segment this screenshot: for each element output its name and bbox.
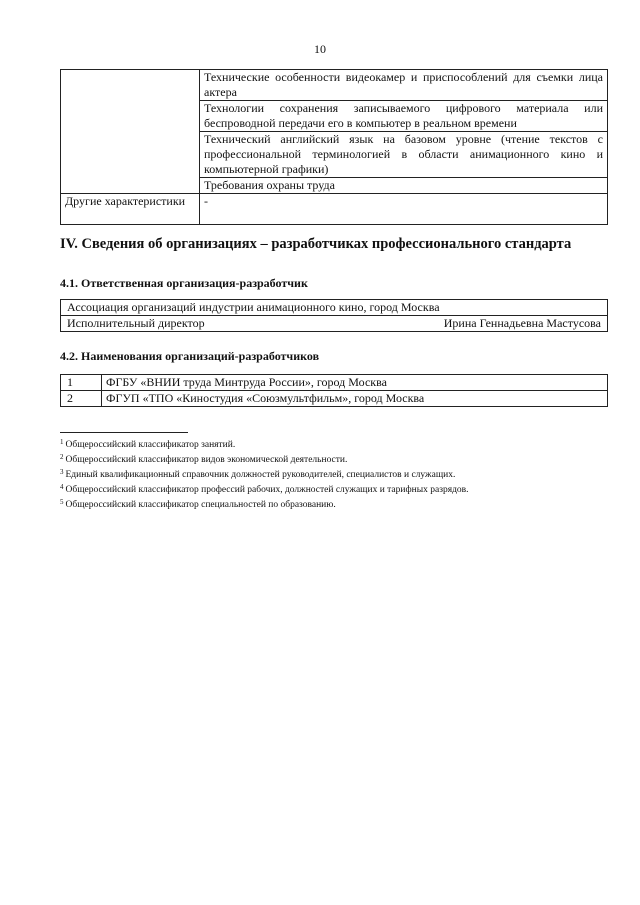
responsible-org-heading: 4.1. Ответственная организация-разработчик [60,276,308,290]
footnote-mark: 4 [60,483,64,491]
footnote-text: Общероссийский классификатор профессий рабочих, должностей служащих и тарифных разрядов. [65,485,469,495]
footnote-divider [60,432,188,433]
requirements-table [60,69,608,225]
developer-orgs-table [60,374,608,407]
footnote [60,481,620,496]
row-number: 1 [61,375,102,391]
footnote [60,496,620,511]
footnotes [60,436,620,511]
director-position-cell: Исполнительный директор [61,316,406,332]
footnote-mark: 1 [60,438,64,446]
org-name-cell: Ассоциация организаций индустрии анимационного кино, город Москва [61,300,608,316]
footnote-text: Единый квалификационный справочник должностей руководителей, специалистов и служащих. [65,470,456,480]
footnote [60,466,620,481]
requirement-cell: Технические особенности видеокамер и приспособлений для съемки лица актера [200,70,608,101]
other-characteristics-label: Другие характеристики [61,194,200,225]
footnote-text: Общероссийский классификатор специальностей по образованию. [65,500,336,510]
footnote-mark: 5 [60,498,64,506]
requirement-cell: Технический английский язык на базовом уровне (чтение текстов с профессиональной терминологией в области анимационного кино и компьютерной графики) [200,132,608,178]
footnote-mark: 3 [60,468,64,476]
requirement-cell: Технологии сохранения записываемого цифрового материала или беспроводной передачи его в компьютер в реальном времени [200,101,608,132]
footnote [60,436,620,451]
table-row [61,375,608,391]
org-name: ФГУП «ТПО «Киностудия «Союзмультфильм», город Москва [102,391,608,407]
row-number: 2 [61,391,102,407]
org-name: ФГБУ «ВНИИ труда Минтруда России», город Москва [102,375,608,391]
requirements-left-cell [61,70,200,194]
table-row [61,391,608,407]
director-name-cell: Ирина Геннадьевна Мастусова [405,316,608,332]
table-row [61,70,608,101]
requirement-cell: Требования охраны труда [200,178,608,194]
footnote-mark: 2 [60,453,64,461]
responsible-org-table [60,299,608,332]
other-characteristics-value: - [200,194,608,225]
footnote [60,451,620,466]
table-row [61,300,608,316]
footnote-text: Общероссийский классификатор занятий. [65,440,236,450]
developer-orgs-heading: 4.2. Наименования организаций-разработчиков [60,349,320,363]
table-row [61,316,608,332]
table-row [61,194,608,225]
footnote-text: Общероссийский классификатор видов экономической деятельности. [65,455,348,465]
section-heading: IV. Сведения об организациях – разработчиках профессионального стандарта [60,236,572,252]
page-number: 10 [314,42,326,56]
